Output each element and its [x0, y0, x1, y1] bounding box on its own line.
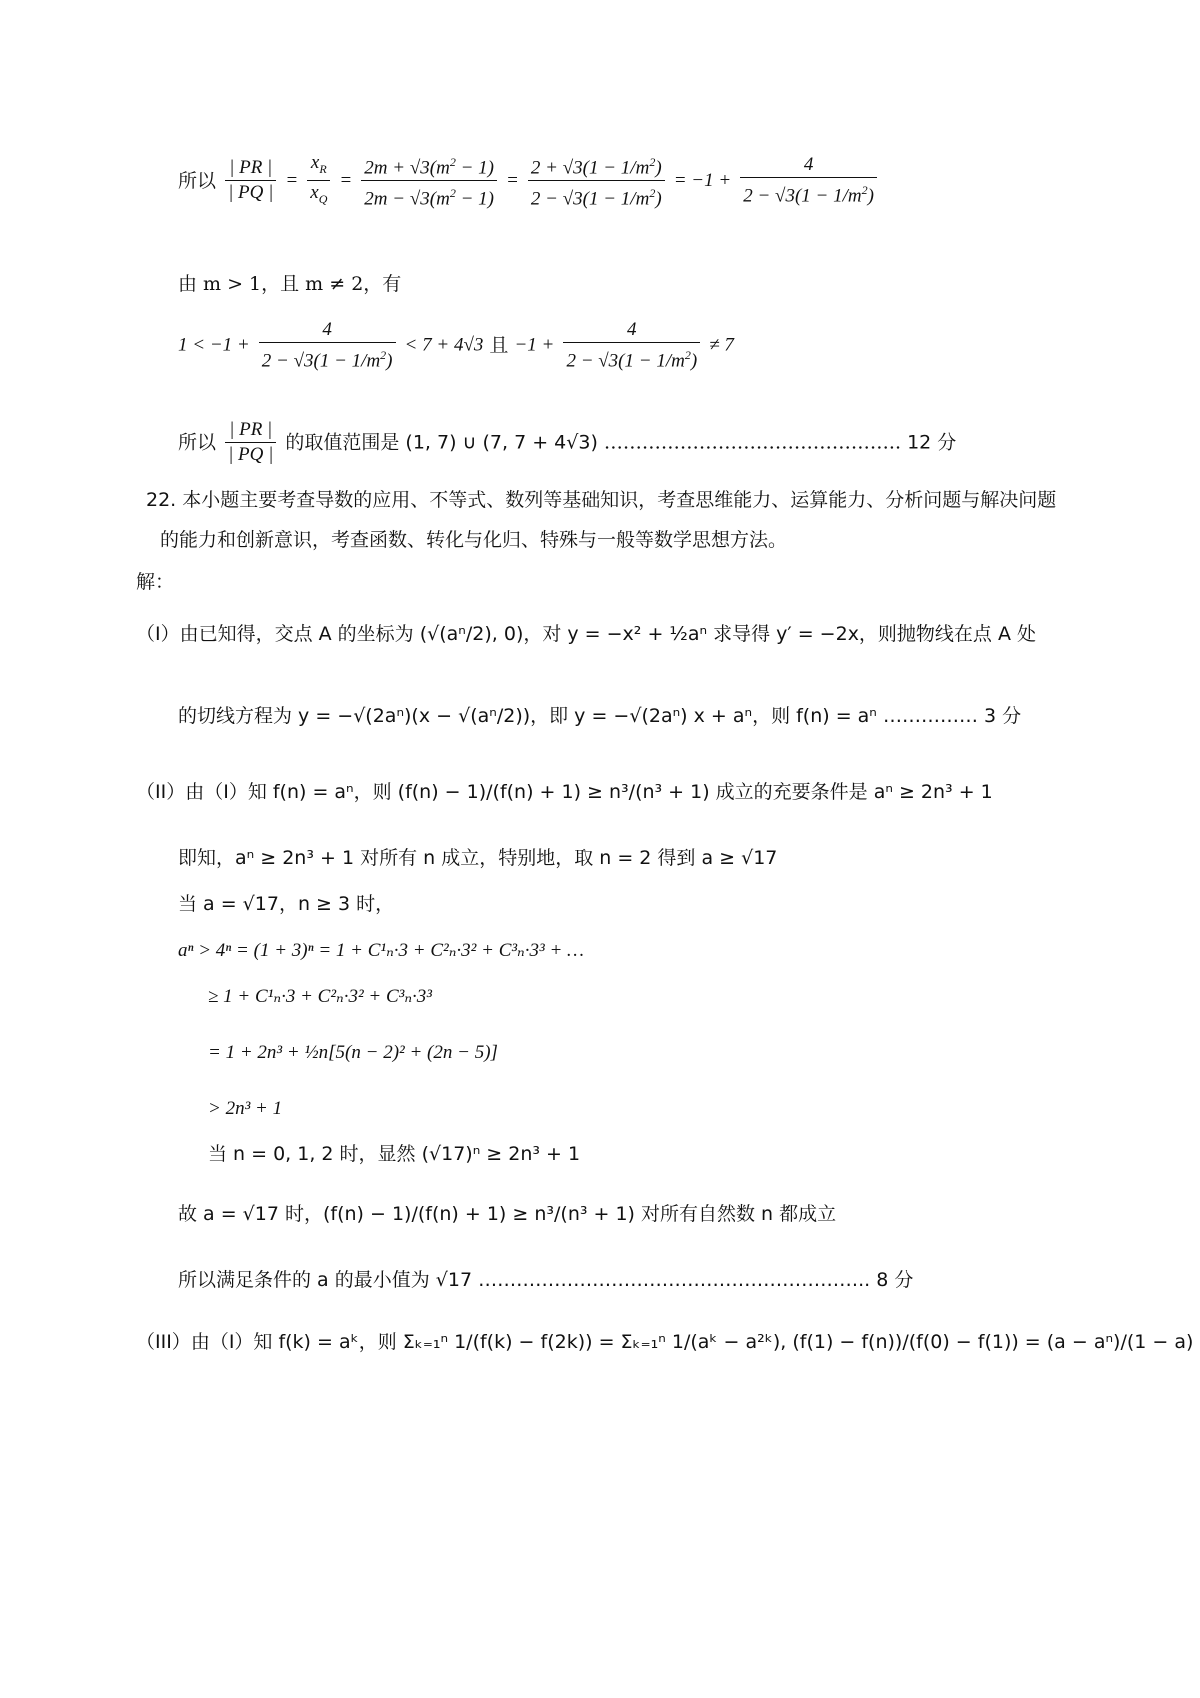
inequality-fraction-2: $\frac{4}{2 - √3(1 - 1/m^2)}$: [563, 318, 700, 373]
part2-text-i: 故 a = √17 时，(f(n) − 1)/(f(n) + 1) ≥ n³/(n³ + 1) 对所有自然数 n 都成立: [178, 1203, 837, 1225]
part2-text-e: ≥ 1 + C¹ₙ·3 + C²ₙ·3² + C³ₙ·3³: [208, 986, 432, 1007]
range-fraction: $\frac{| PR |}{| PQ |}$: [225, 418, 276, 467]
part1-line-b: [178, 704, 1021, 728]
part2-line-f: [208, 1040, 498, 1065]
part2-line-d: [178, 938, 584, 963]
part2-dots: ……………………………………………………..: [478, 1269, 871, 1291]
part2-text-f: = 1 + 2n³ + ½n[5(n − 2)² + (2n − 5)]: [208, 1042, 498, 1063]
range-prefix: 所以: [178, 431, 217, 454]
range-line: [178, 418, 956, 474]
part2-line-a: [136, 780, 993, 804]
part2-line-b: [178, 846, 777, 870]
part2-line-g: [208, 1096, 282, 1121]
part2-line-e: [208, 984, 432, 1009]
part2-text-h: 当 n = 0, 1, 2 时，显然 (√17)ⁿ ≥ 2n³ + 1: [208, 1143, 581, 1165]
part2-text-d: aⁿ > 4ⁿ = (1 + 3)ⁿ = 1 + C¹ₙ·3 + C²ₙ·3² + C³ₙ·3³ + …: [178, 940, 584, 961]
part1-dots: ……………: [882, 705, 978, 727]
inequality-fraction-1: $\frac{4}{2 - √3(1 - 1/m^2)}$: [259, 318, 396, 373]
reduced-fraction: $\frac{2 + √3(1 - 1/m^2)}{2 - √3(1 - 1/m^2)}$: [528, 150, 665, 212]
part2-text-b: 即知，aⁿ ≥ 2n³ + 1 对所有 n 成立，特别地，取 n = 2 得到 a ≥ √17: [178, 847, 778, 869]
part3-line-a: [136, 1330, 1193, 1354]
part2-line-j: [178, 1268, 913, 1292]
part1-score: 3 分: [983, 705, 1022, 727]
part1-label: （I）: [136, 623, 180, 645]
part2-label: （II）: [136, 781, 186, 803]
q22-intro-text: 22. 本小题主要考查导数的应用、不等式、数列等基础知识，考查思维能力、运算能力、分析问题与解决问题的能力和创新意识，考查函数、转化与化归、特殊与一般等数学思想方法。: [146, 489, 1057, 551]
part2-text-j: 所以满足条件的 a 的最小值为 √17: [178, 1269, 473, 1291]
part1-text-a: 由已知得，交点 A 的坐标为 (√(aⁿ/2), 0)，对 y = −x² + ½aⁿ 求导得 y′ = −2x，则抛物线在点 A 处: [179, 623, 1037, 645]
part2-line-i: [178, 1202, 836, 1226]
condition-line: [178, 272, 401, 296]
part2-text-a: 由（I）知 f(n) = aⁿ，则 (f(n) − 1)/(f(n) + 1) ≥ n³/(n³ + 1) 成立的充要条件是 aⁿ ≥ 2n³ + 1: [185, 781, 993, 803]
ratio-prefix: 所以: [178, 169, 217, 192]
range-text: 的取值范围是 (1, 7) ∪ (7, 7 + 4√3): [285, 431, 598, 454]
final-fraction: $\frac{4}{2 - √3(1 - 1/m^2)}$: [740, 153, 877, 208]
pr-over-pq-fraction: $\frac{| PR |}{| PQ |}$: [225, 156, 276, 205]
m-form-fraction: $\frac{2m + √3(m^2 - 1)}{2m - √3(m^2 - 1)}$: [361, 150, 497, 212]
ratio-equation-line: 所以 $\frac{| PR |}{| PQ |}$ = $\frac{x_R}{x_Q}$ = $\frac{2m + √3(m^2 - 1)}{2m - √3(m^2 - 1)}$ = $\frac{2 + √3(1 - 1/m^2)}{2 - √3(1 - 1/m^2)}$ = −1 + $\frac{4}{2 - √3(1 - 1/m^2)}$: [178, 150, 880, 260]
q22-intro: [146, 480, 1060, 560]
xr-over-xq-fraction: $\frac{x_R}{x_Q}$: [307, 151, 330, 212]
part1-line-a: [136, 622, 1036, 646]
inequality-line: 1 < −1 + $\frac{4}{2 - √3(1 - 1/m^2)}$ < 7 + 4√3 且 −1 + $\frac{4}{2 - √3(1 - 1/m^2)}$ ≠ 7: [178, 319, 734, 372]
part2-text-g: > 2n³ + 1: [208, 1098, 283, 1119]
range-dots: ………………………………………..: [603, 431, 902, 454]
condition-text: 由 m > 1，且 m ≠ 2，有: [178, 273, 402, 295]
solution-label: [136, 570, 174, 594]
part3-label: （III）: [136, 1331, 191, 1353]
part2-line-h: [208, 1142, 580, 1166]
part2-score: 8 分: [876, 1269, 914, 1291]
part2-line-c: [178, 892, 394, 916]
range-score: 12 分: [907, 431, 957, 454]
solution-label-text: 解：: [136, 571, 175, 593]
part2-text-c: 当 a = √17，n ≥ 3 时，: [178, 893, 395, 915]
part3-text-a: 由（I）知 f(k) = aᵏ，则 Σₖ₌₁ⁿ 1/(f(k) − f(2k)) = Σₖ₌₁ⁿ 1/(aᵏ − a²ᵏ), (f(1) − f(n))/(f(0) − f(1)) = (a − aⁿ)/(1 − a): [190, 1331, 1194, 1353]
part1-text-b: 的切线方程为 y = −√(2aⁿ)(x − √(aⁿ/2))，即 y = −√(2aⁿ) x + aⁿ，则 f(n) = aⁿ: [178, 705, 877, 727]
